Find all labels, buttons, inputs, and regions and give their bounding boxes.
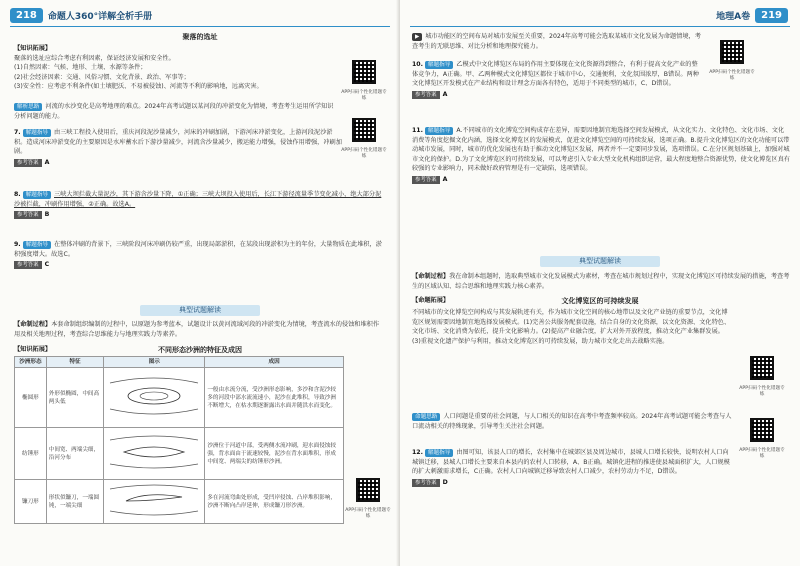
qr-code[interactable] bbox=[750, 356, 774, 380]
q12-intro-text: 人口问题是重要的社会问题，与人口相关的知识在高考中考查频率较高。2024年高考试题可能会考查与人口流动相关的特殊现象，引导考生关注社会问题。 bbox=[412, 413, 732, 430]
q8-guide-tag: 解题指导 bbox=[23, 191, 51, 199]
knowledge-expand-label: 【知识拓展】 bbox=[14, 45, 52, 52]
right-header-rule bbox=[410, 26, 790, 27]
question-11 bbox=[412, 126, 790, 184]
table-header-cell: 成因 bbox=[205, 357, 344, 368]
question-10 bbox=[412, 60, 702, 99]
q7-answer-tag: 参考答案 bbox=[14, 159, 42, 167]
q12-text: 由图可知，该县人口的增长，农村集中在城郊区县及周边城市，县城人口增长较快，说明农村人口向城镇迁移，县城人口增长主要来自本县内的农村人口转移，A、B正确。城镇化进程的推进使县城面积扩大，人口规模的扩大刺激需求增长，C正确。农村人口向城镇迁移导致农村人口减少，农村劳动力不足，D错误。 bbox=[412, 449, 730, 475]
intro-text: 城市功能区的空间布局对城市发展至关重要，2024年高考可能会选取某城市文化发展为命题情境，考查考生的无联思维、对比分析和地理探究能力。 bbox=[412, 33, 701, 50]
knowledge-line: (3)安全性：应考虑不利条件(如土壤肥沃、不易被侵蚀)、河流等不利的影响地，远离灾害。 bbox=[14, 83, 263, 90]
right-page bbox=[400, 0, 800, 566]
design-label: 【命制过程】 bbox=[14, 321, 52, 328]
q12-guide-tag: 解题指导 bbox=[425, 449, 453, 457]
left-section-banner: 典型试题解读 bbox=[140, 305, 260, 316]
topic-header: 聚落的选址 bbox=[182, 33, 218, 41]
table-title: 不同形态沙洲的特征及成因 bbox=[158, 346, 242, 354]
cause-cell: 一般由水流分流，受沙洲形态影响，多沙和含泥沙较多的河段中部水流流速小，泥沙在此堆积，导致沙洲不断增大，在枯水期逐渐露出水面并随洪水而变化。 bbox=[205, 368, 344, 428]
left-page-header bbox=[10, 6, 152, 24]
extend-title: 文化博览区的可持续发展 bbox=[561, 297, 639, 305]
left-header-rule bbox=[10, 26, 390, 27]
feature-cell: 外形似椭圆，中间高两头低 bbox=[46, 368, 104, 428]
knowledge-expand-block bbox=[14, 44, 314, 92]
q10-answer: A bbox=[442, 90, 448, 98]
qr-caption: APP扫码个性化错题专练 bbox=[709, 70, 755, 81]
subject-title: 地理A卷 bbox=[716, 11, 751, 22]
oval-sandbar-diagram bbox=[106, 371, 202, 421]
diagram-cell bbox=[104, 428, 205, 480]
feature-cell: 形状似镰刀，一端圆钝，一端尖细 bbox=[46, 480, 104, 524]
shape-name-cell: 椭圆形 bbox=[15, 368, 47, 428]
analysis-tag: 解析思路 bbox=[14, 103, 42, 111]
extend-text: 不同城市的文化博览空间构成与其发展轨迹有关，作为城市文化空间的核心地带以及文化产业链的重要节点，文化博览区规划需要因地制宜地选择发展模式。(1)完善公共服务配套设施，结合自身的文化资源，以文化资源、文化特色、文化市场、文化消费为依托，提升文化影响力。(2)提高产业融合度，扩大对外开放程度，推动文化产业集群发展。(3)重视文化遗产保护与利用，推动文化博览区的可持续发展，助力城市文化走出去战略实施。 bbox=[412, 309, 731, 345]
q11-guide-tag: 解题指导 bbox=[425, 127, 453, 135]
book-title: 命题人360°详解全析手册 bbox=[47, 11, 153, 22]
q11-answer-tag: 参考答案 bbox=[412, 176, 440, 184]
question-12 bbox=[412, 448, 732, 487]
q8-number: 8. bbox=[14, 191, 21, 198]
sickle-sandbar-diagram bbox=[106, 481, 202, 519]
table-header-cell: 沙洲形态 bbox=[15, 357, 47, 368]
knowledge-line: (1)自然因素：气候、地形、土壤、水源等条件； bbox=[14, 64, 147, 71]
cause-cell: 沙洲位于河道中部，受两侧水流冲刷，迎水面侵蚀较强，背水面由于流速较慢，泥沙在背水面堆积，形成中间宽、两端尖的纺锤形沙洲。 bbox=[205, 428, 344, 480]
right-section-banner: 典型试题解读 bbox=[540, 256, 660, 267]
sandbar-table bbox=[14, 356, 344, 524]
q7-answer: A bbox=[44, 158, 50, 166]
table-header-cell: 图示 bbox=[104, 357, 205, 368]
feature-cell: 中间宽、两端尖细，沿河分布 bbox=[46, 428, 104, 480]
q11-text: A.不同城市的文化博览空间构成存在差异，需要因地制宜地选择空间发展模式，从文化实力、文化特色、文化市场、文化消费等角度挖掘文化内涵，选择文化博览区的发展模式，促进文化博览空间的可持续发展，选项正确。B.提升文化博览区的文化功能可以带动城市发展，同时，城市的优化发展也有助于推动文化博览区发展，两者并不一定要同步发展，选项错误。C.在分区规划基础上，加强对城市文化的保护。D.为了文化博览区的可持续发展，可以考虑引入专业大型文化机构组织运营，最大程度地整合资源优势，使文化博览区真有较强的专业影响力，同未做好政府管理是有一定缺陷，选项错误。 bbox=[412, 127, 790, 172]
table-row bbox=[15, 368, 344, 428]
qr-caption: APP扫码个性化错题专练 bbox=[341, 90, 387, 101]
design-process-block bbox=[412, 272, 790, 291]
question-9 bbox=[14, 240, 384, 270]
design-process-block bbox=[14, 320, 384, 339]
q7-number: 7. bbox=[14, 129, 21, 136]
shape-name-cell: 镰刀形 bbox=[15, 480, 47, 524]
q12-intro-tag: 命题思路 bbox=[412, 413, 440, 421]
knowledge-line: 聚落的选址应综合考虑有利因素，保证经济发展和安全性。 bbox=[14, 54, 175, 62]
cause-cell: 多在河流弯曲处形成，受凹岸侵蚀、凸岸堆积影响，沙洲不断向凸岸延伸，形成镰刀形沙洲。 bbox=[205, 480, 344, 524]
analysis-block bbox=[14, 102, 334, 121]
q10-text: 乙模式中文化博览区布局的作用主要体现在文化资源得到整合，有利于提高文化产业的整体竞争力，A正确。甲、乙两种模式文化博览区都位于城市中心，交通便利，文化氛围浓厚，B错误。两种文化博览区开发模式在产业结构和设计理念方面各有特色，适用于不同类型的城市，C、D错误。 bbox=[412, 61, 699, 87]
q9-number: 9. bbox=[14, 241, 21, 248]
qr-code[interactable] bbox=[352, 118, 376, 142]
q9-text: 在整体冲刷的背景下，三峡阶段河床冲刷仍较严重，出现局部淤积，在某段出现淤积为主的年份，大量物质在此堆积，淤积强度增大。故选C。 bbox=[14, 241, 382, 258]
q10-number: 10. bbox=[412, 61, 423, 68]
table-header-cell: 特征 bbox=[46, 357, 104, 368]
q11-answer: A bbox=[442, 175, 448, 183]
diagram-cell bbox=[104, 480, 205, 524]
question-7 bbox=[14, 128, 344, 167]
analysis-text: 河流的水沙变化是高考地理的难点。2024年高考试题以某河段的冲淤变化为情境，考查考生运用所学知识分析问题的能力。 bbox=[14, 103, 334, 120]
qr-caption: APP扫码个性化错题专练 bbox=[739, 386, 785, 397]
right-page-header bbox=[716, 6, 788, 24]
table-row bbox=[15, 428, 344, 480]
table-label: 【知识拓展】 bbox=[14, 346, 52, 353]
q11-number: 11. bbox=[412, 127, 423, 134]
q12-number: 12. bbox=[412, 449, 423, 456]
design-text: 我在命制本组题时，选取典型城市文化发展模式为素材，考查在城市规划过程中，实现文化博览区可持续发展的措施，考查考生的区域认知、综合思维和地理实践力核心素养。 bbox=[412, 273, 790, 290]
q8-answer: B bbox=[44, 211, 50, 218]
q10-guide-tag: 解题指导 bbox=[425, 61, 453, 69]
left-page-number: 218 bbox=[10, 8, 43, 23]
table-row bbox=[15, 480, 344, 524]
q8-answer-tag: 参考答案 bbox=[14, 211, 42, 219]
q9-answer: C bbox=[44, 261, 50, 268]
q9-guide-tag: 解题指导 bbox=[23, 241, 51, 249]
q10-answer-tag: 参考答案 bbox=[412, 91, 440, 99]
qr-caption: APP扫码个性化错题专练 bbox=[345, 508, 391, 519]
qr-code[interactable] bbox=[356, 478, 380, 502]
intro-block bbox=[412, 32, 702, 51]
qr-caption: APP扫码个性化错题专练 bbox=[739, 448, 785, 459]
qr-caption: APP扫码个性化错题专练 bbox=[341, 148, 387, 159]
q9-answer-tag: 参考答案 bbox=[14, 261, 42, 269]
q12-answer-tag: 参考答案 bbox=[412, 479, 440, 487]
question-8 bbox=[14, 190, 384, 220]
table-header-row bbox=[15, 357, 344, 368]
intro-tag: ▶ bbox=[412, 33, 422, 41]
q12-intro-block bbox=[412, 412, 732, 431]
qr-code[interactable] bbox=[720, 40, 744, 64]
extend-label: 【命题拓展】 bbox=[412, 297, 450, 304]
q8-text: 三峡大坝拦截大量泥沙，其下游含沙量下降，①正确；三峡大坝投入使用后，长江下游径流量季节变化减小，绝大部分泥沙被拦截，冲刷作用增强，②正确。故选A。 bbox=[14, 191, 382, 208]
q7-text: 由三峡工程投入使用后，重庆河段泥沙量减少，河床的冲刷加剧，下游河床冲淤变化，上游河段泥沙淤积。造成河床冲淤变化的主要原因是水库蓄水后下游沙量减少，河流含沙量减少，搬运能力增强，侵蚀作用增强，冲刷加剧。 bbox=[14, 129, 342, 155]
right-page-number: 219 bbox=[755, 8, 788, 23]
qr-code[interactable] bbox=[352, 60, 376, 84]
design-label: 【命制过程】 bbox=[412, 273, 450, 280]
spindle-sandbar-diagram bbox=[106, 430, 202, 474]
design-text: 本套命制组织编制的过程中，以原题为参考蓝本，试题设计以黄河流域河段的冲淤变化为情境，考查流水的侵蚀和堆积作用及相关地理过程，考查综合思维能力与地理实践力等素养。 bbox=[14, 321, 380, 338]
q12-answer: D bbox=[442, 478, 448, 486]
diagram-cell bbox=[104, 368, 205, 428]
qr-code[interactable] bbox=[750, 418, 774, 442]
shape-name-cell: 纺锤形 bbox=[15, 428, 47, 480]
knowledge-line: (2)社会经济因素：交通、风俗习惯、文化背景、政治、军事等； bbox=[14, 73, 190, 81]
q7-guide-tag: 解题指导 bbox=[23, 129, 51, 137]
